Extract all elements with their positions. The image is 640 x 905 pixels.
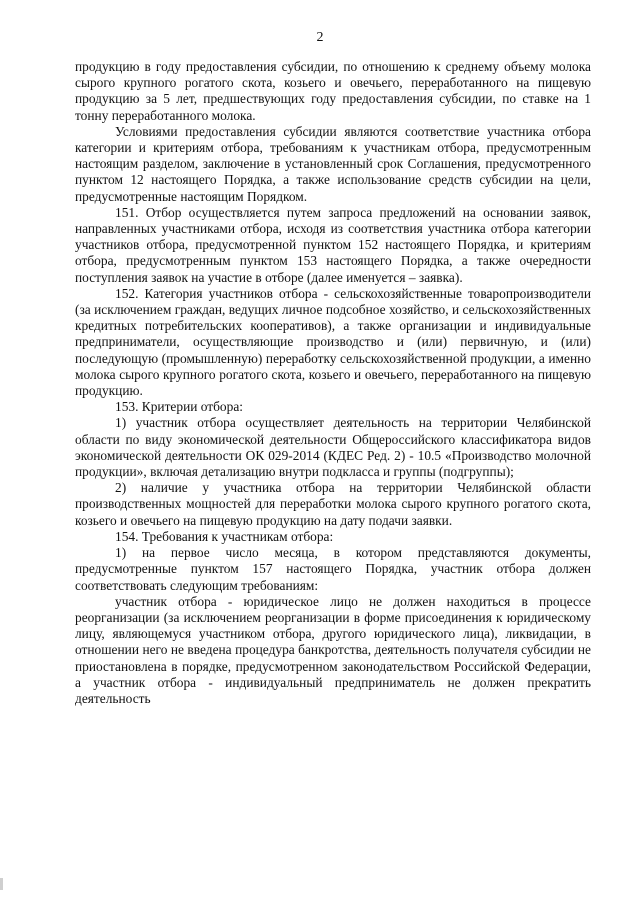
paragraph: 153. Критерии отбора: [115, 399, 243, 415]
scan-edge-mark [0, 878, 3, 890]
page-number: 2 [316, 30, 324, 45]
paragraph: продукцию в году предоставления субсидии, по отношению к среднему объему молока сырого крупного рогатого скота, козьего и овечьего, переработанного на пищевую продукцию за 5 лет, предшествующих году предоставления субсидии, по ставке на 1 тонну переработанного молока. [75, 59, 591, 123]
paragraph: 154. Требования к участникам отбора: [115, 528, 334, 544]
paragraph: 1) участник отбора осуществляет деятельность на территории Челябинской области по виду экономической деятельности Общероссийского классификатора видов экономической деятельности ОК 029-2014 (КДЕС Ред. 2) - 10.5 «Производство молочной продукции», включая детализацию внутри подкласса и группы (подгруппы); [75, 415, 591, 480]
paragraph: Условиями предоставления субсидии являются соответствие участника отбора категории и критериям отбора, требованиям к участникам отбора, предусмотренным настоящим разделом, заключение в установленный срок Соглашения, предусмотренного пунктом 12 настоящего Порядка, а также использование средств субсидии на цели, предусмотренные настоящим Порядком. [75, 123, 591, 204]
paragraph: 1) на первое число месяца, в котором представляются документы, предусмотренные пунктом 157 настоящего Порядка, участник отбора должен соответствовать следующим требованиям: [75, 545, 591, 593]
paragraph: 151. Отбор осуществляется путем запроса предложений на основании заявок, направленных участниками отбора, исходя из соответствия участника отбора категории участников отбора, предусмотренной пунктом 152 настоящего Порядка, и критериям отбора, предусмотренным пунктом 153 настоящего Порядка, а также очередности поступления заявок на участие в отборе (далее именуется – заявка). [75, 204, 591, 285]
paragraph: участник отбора - юридическое лицо не должен находиться в процессе реорганизации (за исключением реорганизации в форме присоединения к юридическому лицу, являющемуся участником отбора, другого юридического лица), ликвидации, в отношении него не введена процедура банкротства, деятельность получателя субсидии не приостановлена в порядке, предусмотренном законодательством Российской Федерации, а участник отбора - индивидуальный предприниматель не должен прекратить деятельность [75, 593, 591, 706]
document-body [75, 59, 591, 707]
paragraph: 2) наличие у участника отбора на территории Челябинской области производственных мощностей для переработки молока сырого крупного рогатого скота, козьего и овечьего на пищевую продукцию на дату подачи заявки. [75, 480, 591, 528]
paragraph: 152. Категория участников отбора - сельскохозяйственные товаропроизводители (за исключением граждан, ведущих личное подсобное хозяйство, и сельскохозяйственных кредитных потребительских кооперативов), а также организации и индивидуальные предприниматели, осуществляющие производство и (или) первичную, и (или) последующую (промышленную) переработку сельскохозяйственной продукции, а именно молока сырого крупного рогатого скота, козьего и овечьего, переработанного на пищевую продукцию. [75, 285, 591, 399]
